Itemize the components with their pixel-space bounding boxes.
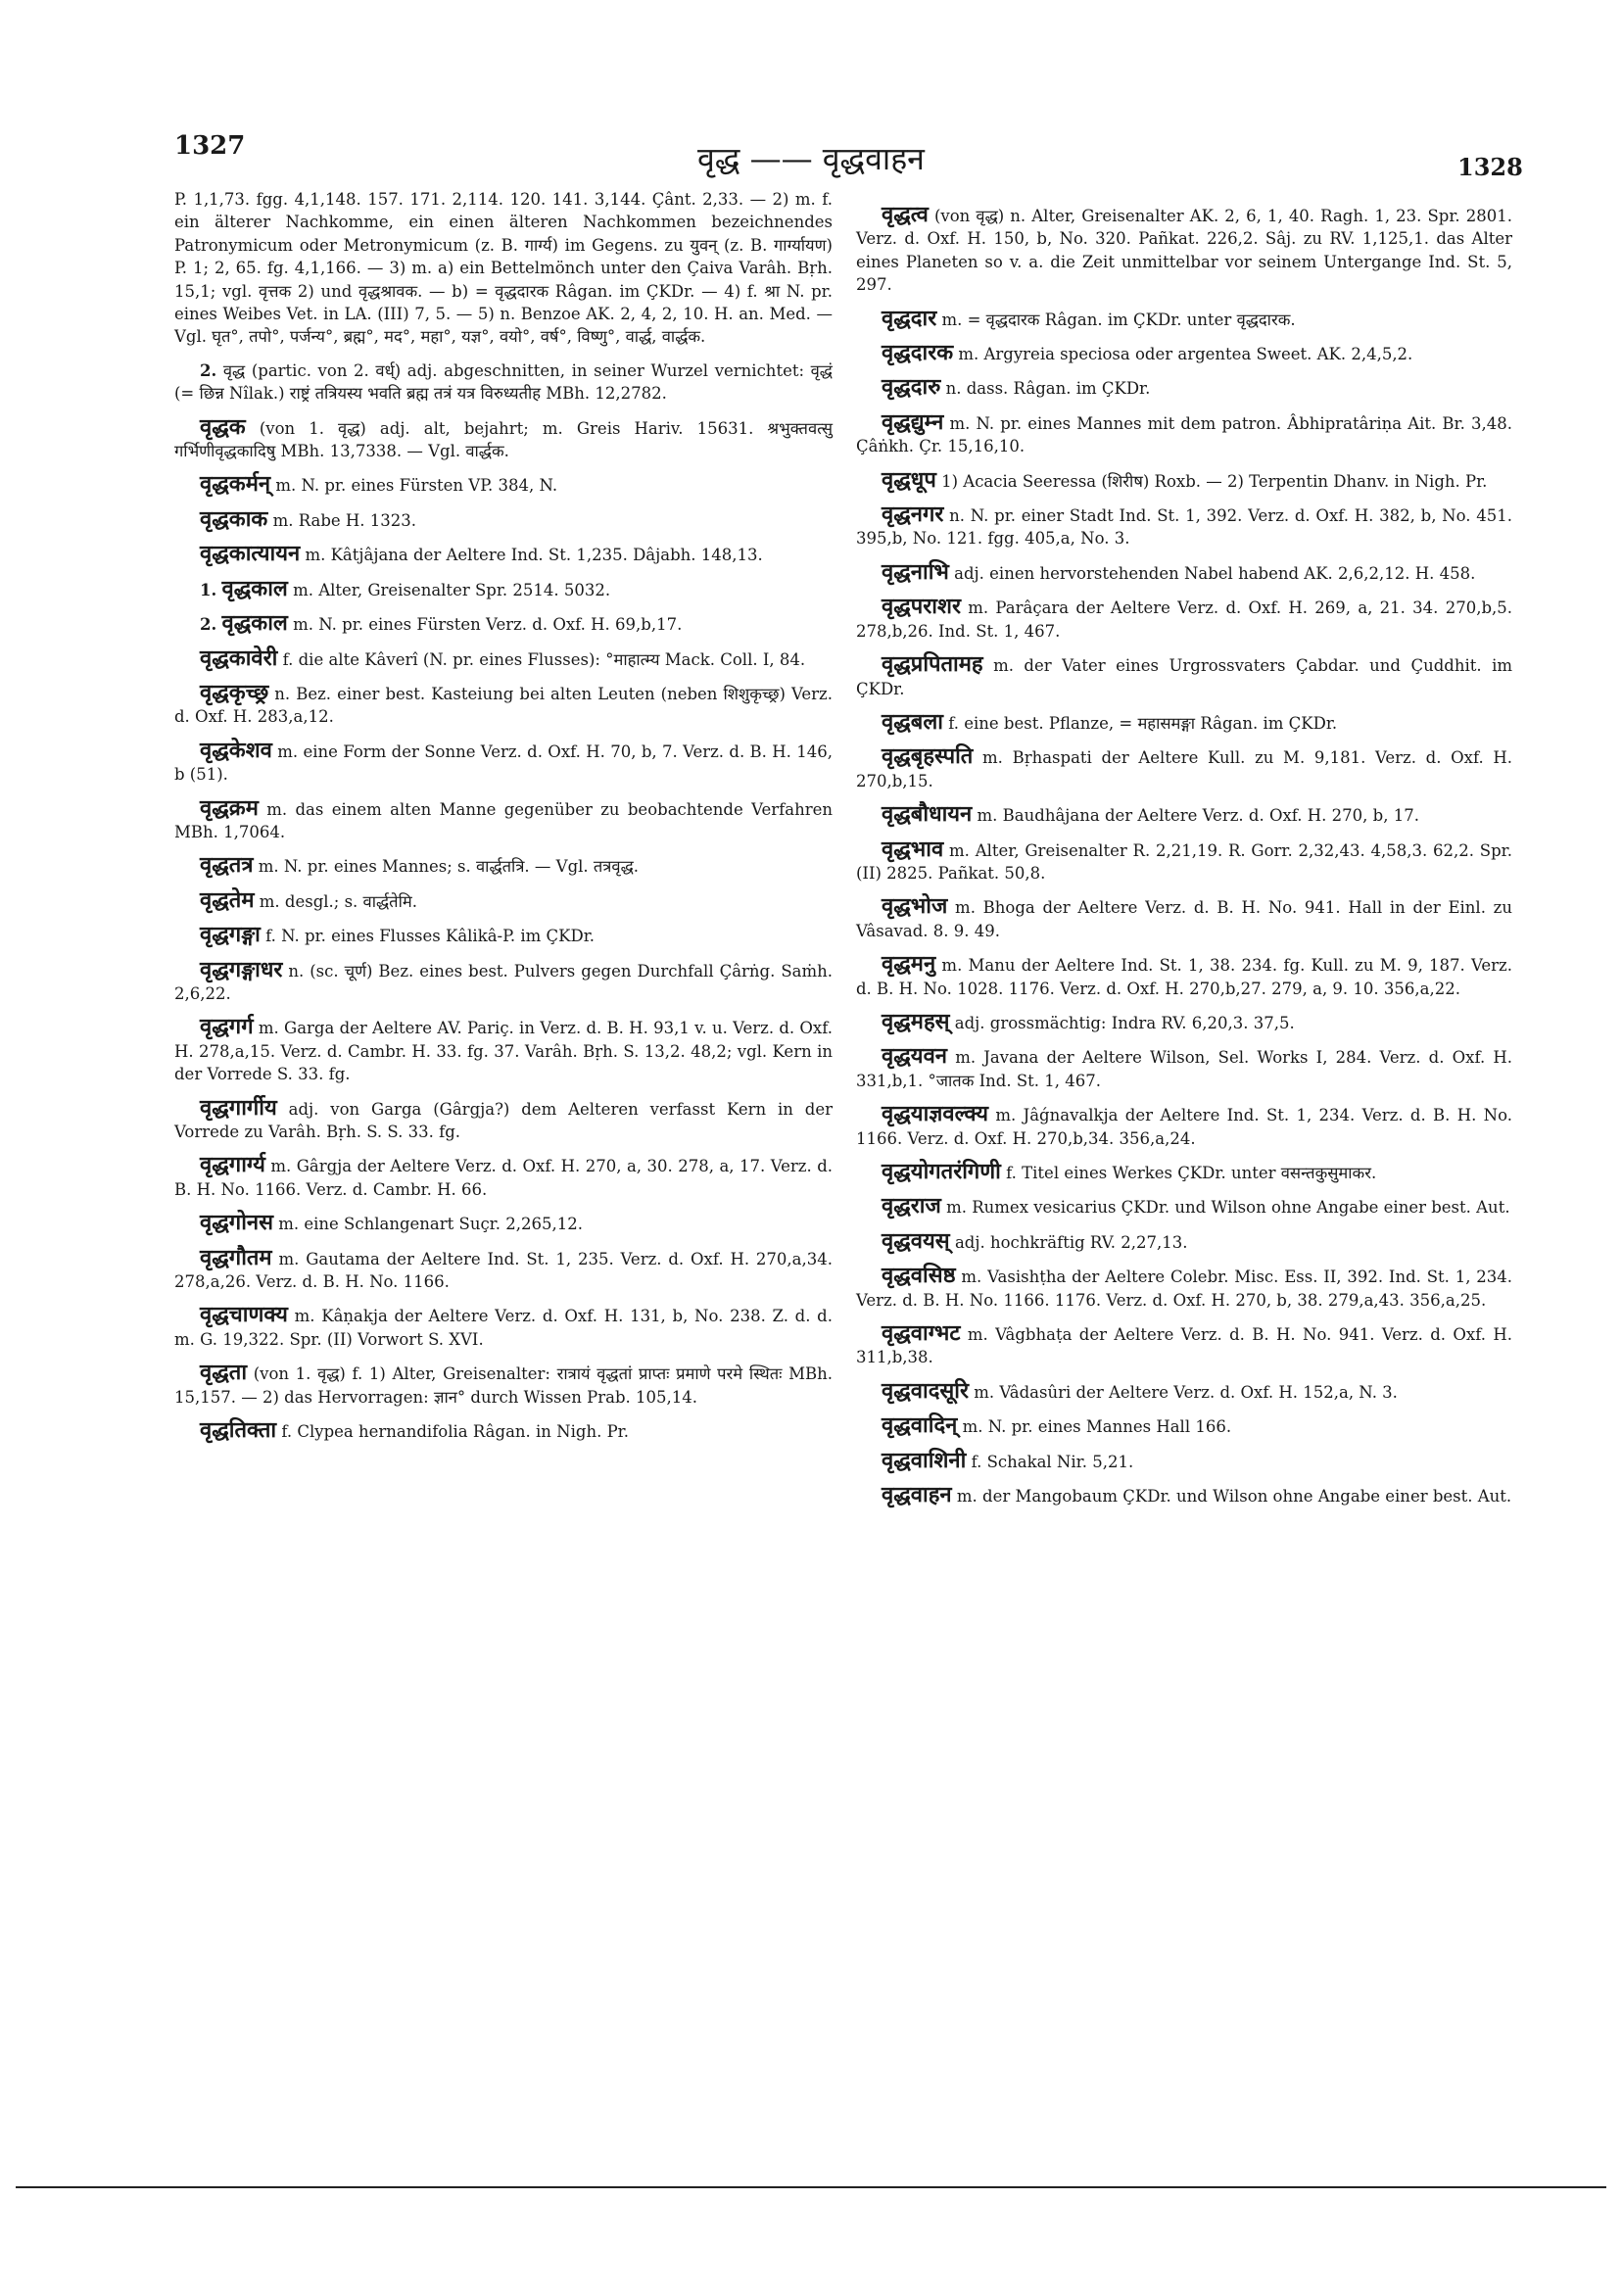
entry-definition: f. Schakal Nir. 5,21. <box>971 1452 1134 1471</box>
dictionary-entry <box>174 1154 833 1201</box>
dictionary-entry <box>856 895 1512 942</box>
dictionary-entry <box>856 342 1512 365</box>
entry-definition: m. Rabe H. 1323. <box>272 510 417 530</box>
dictionary-entry <box>174 794 833 844</box>
dictionary-entry <box>856 305 1512 331</box>
entry-headword: वृद्धगङ्गाधर <box>200 956 283 982</box>
entry-headword: वृद्धदारक <box>882 340 954 366</box>
entry-definition: m. Argyreia speciosa oder argentea Sweet. AK. 2,4,5,2. <box>958 345 1413 364</box>
dictionary-entry <box>856 1484 1512 1507</box>
entry-number: 2. <box>200 615 217 635</box>
entry-definition: (von वृद्ध) n. Alter, Greisenalter AK. 2, 6, 1, 40. Ragh. 1, 23. Spr. 2801. Verz. d. Oxf. H. 150, b, No. 320. Pañkat. 226,2. Sâj. zu RV. 1,125,1. das Alter eines Planeten so v. a. die Zeit unmittelbar vor seinem Untergange Ind. St. 5, 297. <box>856 207 1513 295</box>
dictionary-entry <box>856 745 1512 792</box>
entry-headword: वृद्धत्व <box>882 202 929 227</box>
entry-headword: वृद्धकात्यायन <box>200 541 301 567</box>
entry-definition: m. desgl.; s. वार्द्धतेमि. <box>259 891 417 911</box>
dictionary-entry <box>174 1419 833 1443</box>
entry-headword: वृद्धबला <box>882 708 943 735</box>
entry-headword: वृद्धतेम <box>200 886 255 913</box>
entry-headword: वृद्धगर्ग <box>200 1014 254 1040</box>
entry-definition: m. Javana der Aeltere Wilson, Sel. Works I, 284. Verz. d. Oxf. H. 331,b,1. °जातक Ind. St. 1, 467. <box>856 1048 1512 1090</box>
dictionary-entry <box>174 505 833 532</box>
page-number-right: 1328 <box>1457 153 1523 181</box>
dictionary-entry <box>174 647 833 671</box>
entry-definition: m. N. pr. eines Fürsten VP. 384, N. <box>275 476 558 496</box>
entry-headword: वृद्धपराशर <box>882 594 961 620</box>
dictionary-entry <box>856 1377 1512 1404</box>
dictionary-entry <box>174 1244 833 1294</box>
entry-headword: वृद्धनगर <box>882 502 944 528</box>
running-title: वृद्ध —— वृद्धवाहन <box>697 140 925 177</box>
entry-headword: वृद्धभाव <box>882 836 944 862</box>
entry-headword: वृद्धमनु <box>882 951 936 978</box>
dictionary-entry <box>174 1362 833 1409</box>
entry-headword: वृद्धवयस् <box>882 1227 950 1254</box>
entry-definition: m. Bṛhaspati der Aeltere Kull. zu M. 9,181. Verz. d. Oxf. H. 270,b,15. <box>856 748 1512 790</box>
entry-headword: वृद्धगार्ग्य <box>200 1152 265 1178</box>
dictionary-entry <box>856 953 1512 1000</box>
entry-headword: वृद्धकाक <box>200 505 268 532</box>
entry-headword: वृद्धकावेरी <box>200 645 278 671</box>
entry-definition: m. Parâçara der Aeltere Verz. d. Oxf. H. 269, a, 21. 34. 270,b,5. 278,b,26. Ind. St. 1, 467. <box>856 598 1512 641</box>
entry-headword: वृद्धवसिष्ठ <box>882 1263 956 1289</box>
entry-definition: adj. von Garga (Gârgja?) dem Aelteren verfasst Kern in der Vorrede zu Varâh. Bṛh. S. S. 33. fg. <box>174 1099 833 1141</box>
dictionary-entry <box>174 188 833 349</box>
entry-definition: m. Vasishṭha der Aeltere Colebr. Misc. Ess. II, 392. Ind. St. 1, 234. Verz. d. B. H. No. 1166. 1176. Verz. d. Oxf. H. 270, b, 38. 279,a,43. 356,a,25. <box>856 1268 1512 1310</box>
entry-definition: m. Kâṇakja der Aeltere Verz. d. Oxf. H. 131, b, No. 238. Z. d. d. m. G. 19,322. Spr. (II) Vorwort S. XVI. <box>174 1307 833 1349</box>
entry-headword: वृद्धक <box>200 413 246 440</box>
entry-headword: वृद्धक्रम <box>200 794 259 821</box>
entry-definition: m. der Vater eines Urgrossvaters Çabdar. und Çuddhit. im ÇKDr. <box>856 656 1512 698</box>
entry-headword: वृद्धदारु <box>882 374 941 401</box>
entry-headword: वृद्धगङ्गा <box>200 922 261 948</box>
dictionary-entry <box>174 1212 833 1235</box>
entry-headword: वृद्धकर्मन् <box>200 471 271 498</box>
entry-definition: f. eine best. Pflanze, = महासमङ्गा Râgan. im ÇKDr. <box>948 713 1338 733</box>
page-number-left: 1327 <box>174 131 246 161</box>
entry-headword: वृद्धबृहस्पति <box>882 743 974 770</box>
entry-headword: वृद्धकृच्छ्र <box>200 679 269 705</box>
entry-definition: m. Vâdasûri der Aeltere Verz. d. Oxf. H. 152,a, N. 3. <box>974 1382 1398 1402</box>
entry-headword: वृद्धनाभि <box>882 558 949 585</box>
dictionary-entry <box>856 376 1512 400</box>
entry-definition: f. die alte Kâverî (N. pr. eines Flusses): °माहात्म्य Mack. Coll. I, 84. <box>282 649 806 669</box>
dictionary-entry <box>174 854 833 878</box>
dictionary-entry <box>856 1045 1512 1092</box>
dictionary-entry <box>174 473 833 497</box>
entry-definition: 1) Acacia Seeressa (शिरीष) Roxb. — 2) Terpentin Dhanv. in Nigh. Pr. <box>941 471 1488 491</box>
dictionary-entry <box>174 679 833 729</box>
dictionary-entry <box>856 838 1512 885</box>
entry-definition: n. (sc. चूर्ण) Bez. eines best. Pulvers gegen Durchfall Çârṅg. Saṁh. 2,6,22. <box>174 961 834 1003</box>
dictionary-entry <box>174 886 833 913</box>
entry-definition: m. Gautama der Aeltere Ind. St. 1, 235. Verz. d. Oxf. H. 270,a,34. 278,a,26. Verz. d. B. H. No. 1166. <box>174 1249 833 1292</box>
entry-headword: वृद्धयवन <box>882 1043 948 1070</box>
dictionary-entry <box>174 543 833 566</box>
entry-definition: m. Kâtjâjana der Aeltere Ind. St. 1,235. Dâjabh. 148,13. <box>305 546 763 565</box>
entry-headword: वृद्धधूप <box>882 466 936 493</box>
entry-headword: वृद्धराज <box>882 1193 941 1220</box>
entry-definition: m. = वृद्धदारक Râgan. im ÇKDr. unter वृद्धदारक. <box>941 310 1296 329</box>
entry-definition: वृद्ध (partic. von 2. वर्ध्) adj. abgeschnitten, in seiner Wurzel vernichtet: वृद्धं (= छिन्न Nîlak.) राष्ट्रं तत्रियस्य भवति ब्रह्म तत्रं यत्र विरुध्यतीह MBh. 12,2782. <box>174 360 833 404</box>
entry-definition: (von 1. वृद्ध) adj. alt, bejahrt; m. Greis Hariv. 15631. श्रभुक्तवत्सु गर्भिणीवृद्धकादिषु MBh. 13,7338. — Vgl. वार्द्धक. <box>174 418 833 461</box>
entry-number: 1. <box>200 580 217 599</box>
entry-definition: m. Baudhâjana der Aeltere Verz. d. Oxf. H. 270, b, 17. <box>977 806 1419 826</box>
entry-definition: m. N. pr. eines Mannes Hall 166. <box>962 1417 1232 1437</box>
dictionary-entry <box>174 956 834 1006</box>
entry-definition: m. eine Form der Sonne Verz. d. Oxf. H. 70, b, 7. Verz. d. B. H. 146, b (51). <box>174 741 833 785</box>
entry-headword: वृद्धकाल <box>221 575 288 601</box>
entry-headword: वृद्धतिक्ता <box>200 1417 277 1444</box>
entry-headword: वृद्धयाज्ञवल्क्य <box>882 1101 989 1127</box>
entry-definition: m. Alter, Greisenalter R. 2,21,19. R. Gorr. 2,32,43. 4,58,3. 62,2. Spr. (II) 2825. Pañkat. 50,8. <box>856 840 1512 883</box>
dictionary-entry <box>856 1322 1512 1369</box>
entry-headword: वृद्धमहस् <box>882 1008 950 1034</box>
dictionary-entry <box>174 1094 833 1144</box>
dictionary-entry <box>856 653 1512 700</box>
dictionary-entry <box>174 924 833 947</box>
entry-headword: वृद्धप्रपितामह <box>882 651 983 678</box>
entry-headword: वृद्धबौधायन <box>882 801 973 828</box>
entry-definition: adj. grossmächtig: Indra RV. 6,20,3. 37,5. <box>954 1013 1295 1032</box>
entry-definition: n. dass. Râgan. im ÇKDr. <box>945 379 1151 399</box>
dictionary-entry <box>856 204 1512 297</box>
entry-headword: वृद्धगौतम <box>200 1244 272 1270</box>
dictionary-entry <box>856 1008 1512 1034</box>
entry-headword: वृद्धता <box>200 1360 248 1386</box>
dictionary-entry <box>174 359 833 406</box>
dictionary-entry <box>856 803 1512 827</box>
entry-definition: f. N. pr. eines Flusses Kâlikâ-P. im ÇKDr. <box>265 927 596 946</box>
dictionary-entry <box>174 612 833 636</box>
entry-definition: adj. einen hervorstehenden Nabel habend AK. 2,6,2,12. H. 458. <box>954 563 1476 583</box>
entry-definition: m. Garga der Aeltere AV. Pariç. in Verz. d. B. H. 93,1 v. u. Verz. d. Oxf. H. 278,a,15. Verz. d. Cambr. H. 33. fg. 37. Varâh. Bṛh. S. 13,2. 48,2; vgl. Kern in der Vorrede S. 33. fg. <box>174 1019 833 1084</box>
page-header <box>0 127 1622 186</box>
entry-definition: m. Manu der Aeltere Ind. St. 1, 38. 234. fg. Kull. zu M. 9, 187. Verz. d. B. H. No. 1028. 1176. Verz. d. Oxf. H. 270,b,27. 279, a, 9. 10. 356,a,22. <box>856 956 1512 998</box>
entry-headword: वृद्धचाणक्य <box>200 1302 288 1328</box>
entry-headword: वृद्धवाशिनी <box>882 1447 967 1473</box>
entry-definition: n. N. pr. einer Stadt Ind. St. 1, 392. Verz. d. Oxf. H. 382, b, No. 451. 395,b, No. 121. fgg. 405,a, No. 3. <box>856 506 1512 549</box>
entry-definition: adj. hochkräftig RV. 2,27,13. <box>954 1232 1188 1252</box>
entry-headword: वृद्धदार <box>882 305 937 331</box>
entry-definition: (von 1. वृद्ध) f. 1) Alter, Greisenalter: रात्रायं वृद्धतां प्राप्तः प्रमाणे परमे स्थितः MBh. 15,157. — 2) das Hervorragen: ज्ञान° durch Wissen Prab. 105,14. <box>174 1364 834 1407</box>
entry-definition: m. Bhoga der Aeltere Verz. d. B. H. No. 941. Hall in der Einl. zu Vâsavad. 8. 9. 49. <box>856 898 1512 940</box>
entry-definition: m. eine Schlangenart Suçr. 2,265,12. <box>278 1215 583 1234</box>
entry-headword: वृद्धकाल <box>221 610 288 637</box>
entry-headword: वृद्धवादसूरि <box>882 1377 969 1404</box>
dictionary-entry <box>174 575 833 601</box>
dictionary-entry <box>174 1016 833 1085</box>
entry-definition: m. Alter, Greisenalter Spr. 2514. 5032. <box>293 580 611 599</box>
dictionary-entry <box>856 1447 1512 1473</box>
entry-headword: वृद्धद्युम्न <box>882 408 944 435</box>
entry-definition: f. Titel eines Werkes ÇKDr. unter वसन्तकुसुमाकर. <box>1006 1164 1377 1182</box>
dictionary-entry <box>856 1195 1512 1219</box>
entry-headword: वृद्धवादिन् <box>882 1412 958 1439</box>
left-column <box>174 188 833 1454</box>
footer-rule <box>16 2186 1606 2188</box>
entry-definition: f. Clypea hernandifolia Râgan. in Nigh. Pr. <box>281 1422 629 1442</box>
entry-headword: वृद्धगोनस <box>200 1210 273 1236</box>
dictionary-entry <box>856 503 1512 550</box>
entry-number: 2. <box>200 360 217 380</box>
right-column <box>856 204 1512 1518</box>
dictionary-entry <box>856 596 1512 643</box>
entry-definition: m. Rumex vesicarius ÇKDr. und Wilson ohne Angabe einer best. Aut. <box>946 1198 1510 1218</box>
entry-definition: m. der Mangobaum ÇKDr. und Wilson ohne Angabe einer best. Aut. <box>956 1487 1512 1507</box>
entry-definition: m. N. pr. eines Fürsten Verz. d. Oxf. H. 69,b,17. <box>293 615 683 635</box>
dictionary-entry <box>856 1103 1512 1150</box>
entry-headword: वृद्धयोगतरंगिणी <box>882 1159 1001 1184</box>
dictionary-entry <box>856 1161 1512 1184</box>
dictionary-entry <box>856 1414 1512 1438</box>
entry-headword: वृद्धभोज <box>882 893 948 920</box>
entry-headword: वृद्धतत्र <box>200 852 254 879</box>
entry-definition: P. 1,1,73. fgg. 4,1,148. 157. 171. 2,114. 120. 141. 3,144. Çânt. 2,33. — 2) m. f. ein älterer Nachkomme, ein einen älteren Nachkommen bezeichnendes Patronymicum oder Metronymicum (z. B. गार्ग्य) im Gegens. zu युवन् (z. B. गार्ग्यायण) P. 1; 2, 65. fg. 4,1,166. — 3) m. a) ein Bettelmönch unter den Çaiva Varâh. Bṛh. 15,1; vgl. वृत्तक 2) und वृद्धश्रावक. — b) = वृद्धदारक Râgan. im ÇKDr. — 4) f. श्रा N. pr. eines Weibes Vet. in LA. (III) 7, 5. — 5) n. Benzoe AK. 2, 4, 2, 10. H. an. Med. — Vgl. घृत°, तपो°, पर्जन्य°, ब्रह्म°, मद°, महा°, यज्ञ°, वयो°, वर्ष°, विष्णु°, वार्द्ध, वार्द्धक. <box>174 190 833 347</box>
entry-headword: वृद्धकेशव <box>200 737 272 763</box>
entry-definition: m. N. pr. eines Mannes mit dem patron. Âbhipratâriṇa Ait. Br. 3,48. Çâṅkh. Çr. 15,16,10. <box>856 413 1512 456</box>
entry-headword: वृद्धगार्गीय <box>200 1094 277 1121</box>
entry-definition: m. Vâgbhaṭa der Aeltere Verz. d. B. H. No. 941. Verz. d. Oxf. H. 311,b,38. <box>856 1325 1512 1367</box>
entry-definition: m. Gârgja der Aeltere Verz. d. Oxf. H. 270, a, 30. 278, a, 17. Verz. d. B. H. No. 1166. Verz. d. Cambr. H. 66. <box>174 1157 833 1199</box>
dictionary-entry <box>174 1304 833 1351</box>
entry-headword: वृद्धवाहन <box>882 1482 952 1508</box>
dictionary-entry <box>174 737 833 787</box>
entry-headword: वृद्धवाग्भट <box>882 1320 961 1347</box>
dictionary-entry <box>856 1265 1512 1312</box>
entry-definition: m. Jâǵnavalkja der Aeltere Ind. St. 1, 234. Verz. d. B. H. No. 1166. Verz. d. Oxf. H. 270,b,34. 356,a,24. <box>856 1106 1512 1148</box>
dictionary-entry <box>856 408 1512 458</box>
dictionary-entry <box>856 558 1512 585</box>
dictionary-entry <box>856 466 1512 493</box>
dictionary-entry <box>174 413 833 463</box>
dictionary-entry <box>856 708 1512 735</box>
entry-definition: n. Bez. einer best. Kasteiung bei alten Leuten (neben शिशुकृच्छ्र) Verz. d. Oxf. H. 283,a,12. <box>174 684 833 727</box>
entry-definition: m. das einem alten Manne gegenüber zu beobachtende Verfahren MBh. 1,7064. <box>174 799 833 841</box>
dictionary-entry <box>856 1227 1512 1254</box>
entry-definition: m. N. pr. eines Mannes; s. वार्द्धतत्रि. — Vgl. तत्रवृद्ध. <box>258 857 640 877</box>
